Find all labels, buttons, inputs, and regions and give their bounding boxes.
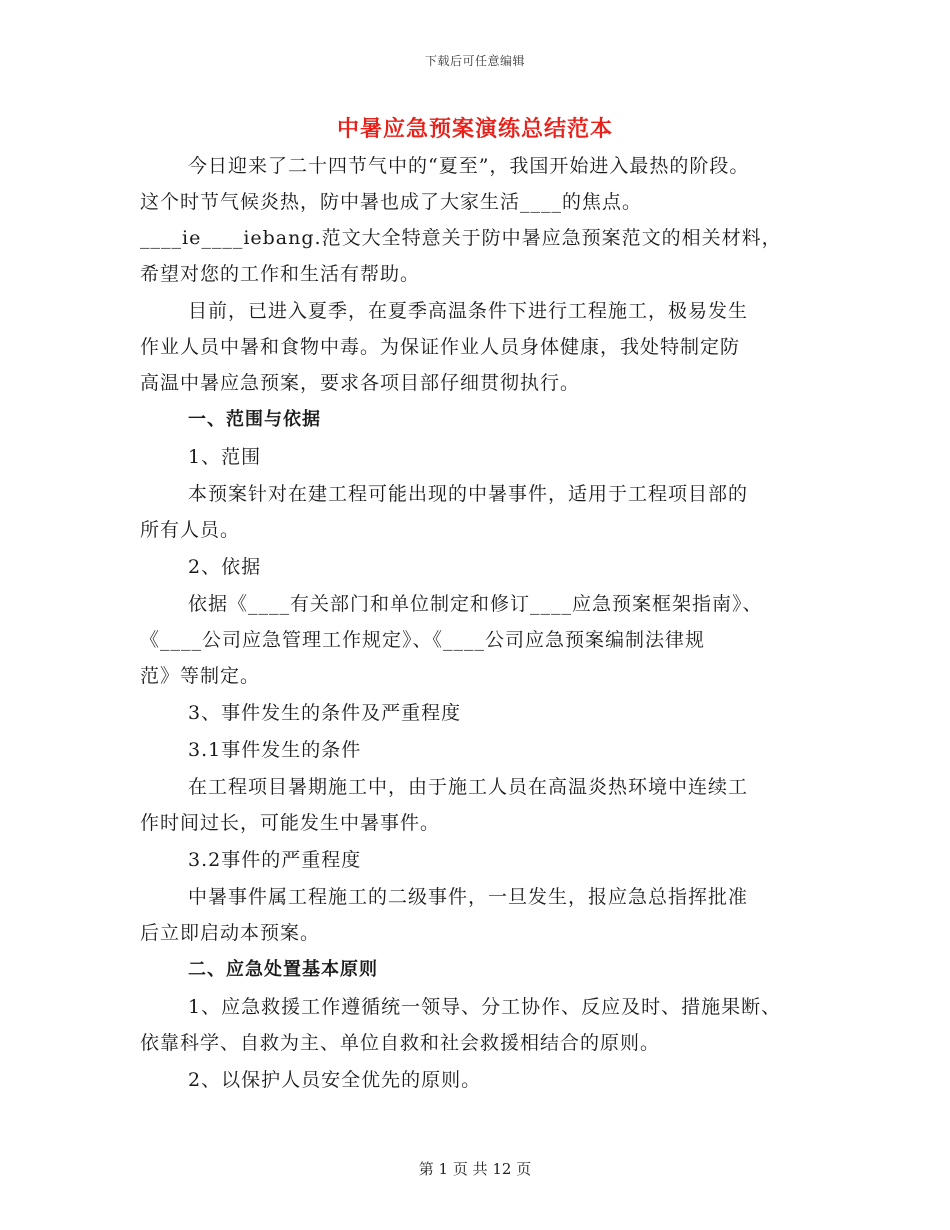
intro-paragraph — [140, 148, 830, 292]
severity-line-1: 中暑事件属工程施工的二级事件，一旦发生，报应急总指挥批准 — [188, 886, 749, 908]
scope-line-1: 本预案针对在建工程可能出现的中暑事件，适用于工程项目部的 — [188, 483, 749, 505]
basis-paragraph — [140, 586, 830, 694]
conditions-paragraph — [140, 769, 830, 841]
principle-2-paragraph: 2、以保护人员安全优先的原则。 — [188, 1069, 482, 1091]
scope-line-2: 所有人员。 — [140, 519, 241, 541]
severity-paragraph — [140, 879, 830, 951]
document-title: 中暑应急预案演练总结范本 — [336, 116, 613, 142]
section-1-heading: 一、范围与依据 — [188, 409, 321, 430]
intro-line-2: 这个时节气候炎热，防中暑也成了大家生活____的焦点。 — [140, 191, 643, 213]
basis-line-3: 范》等制定。 — [140, 665, 261, 687]
scope-paragraph — [140, 476, 830, 548]
document-body — [140, 148, 830, 1099]
principle-1-paragraph — [140, 989, 830, 1061]
background-line-1: 目前，已进入夏季，在夏季高温条件下进行工程施工，极易发生 — [188, 300, 749, 322]
intro-line-1: 今日迎来了二十四节气中的“夏至”，我国开始进入最热的阶段。 — [188, 155, 750, 177]
conditions-line-1: 在工程项目暑期施工中，由于施工人员在高温炎热环境中连续工 — [188, 776, 749, 798]
background-line-3: 高温中暑应急预案，要求各项目部仔细贯彻执行。 — [140, 372, 581, 394]
background-line-2: 作业人员中暑和食物中毒。为保证作业人员身体健康，我处特制定防 — [140, 336, 741, 358]
intro-line-4: 希望对您的工作和生活有帮助。 — [140, 263, 421, 285]
intro-line-3: ____ie____iebang.范文大全特意关于防中暑应急预案范文的相关材料， — [140, 227, 782, 249]
severity-line-2: 后立即启动本预案。 — [140, 922, 321, 944]
principle-1-line-1: 1、应急救援工作遵循统一领导、分工协作、反应及时、措施果断、 — [188, 996, 782, 1018]
background-paragraph — [140, 293, 830, 401]
page-number: 第 1 页 共 12 页 — [418, 1160, 532, 1178]
subsection-1-1-heading: 1、范围 — [188, 446, 262, 468]
subsection-3-1-heading: 3.1事件发生的条件 — [188, 739, 362, 761]
subsection-1-3-heading: 3、事件发生的条件及严重程度 — [188, 702, 462, 724]
header-note: 下载后可任意编辑 — [424, 54, 525, 68]
subsection-3-2-heading: 3.2事件的严重程度 — [188, 849, 362, 871]
conditions-line-2: 作时间过长，可能发生中暑事件。 — [140, 812, 441, 834]
basis-line-2: 《____公司应急管理工作规定》、《____公司应急预案编制法律规 — [140, 629, 706, 651]
subsection-1-2-heading: 2、依据 — [188, 556, 262, 578]
principle-1-line-2: 依靠科学、自救为主、单位自救和社会救援相结合的原则。 — [140, 1032, 661, 1054]
basis-line-1: 依据《____有关部门和单位制定和修订____应急预案框架指南》、 — [188, 593, 763, 615]
section-2-heading: 二、应急处置基本原则 — [188, 959, 378, 980]
